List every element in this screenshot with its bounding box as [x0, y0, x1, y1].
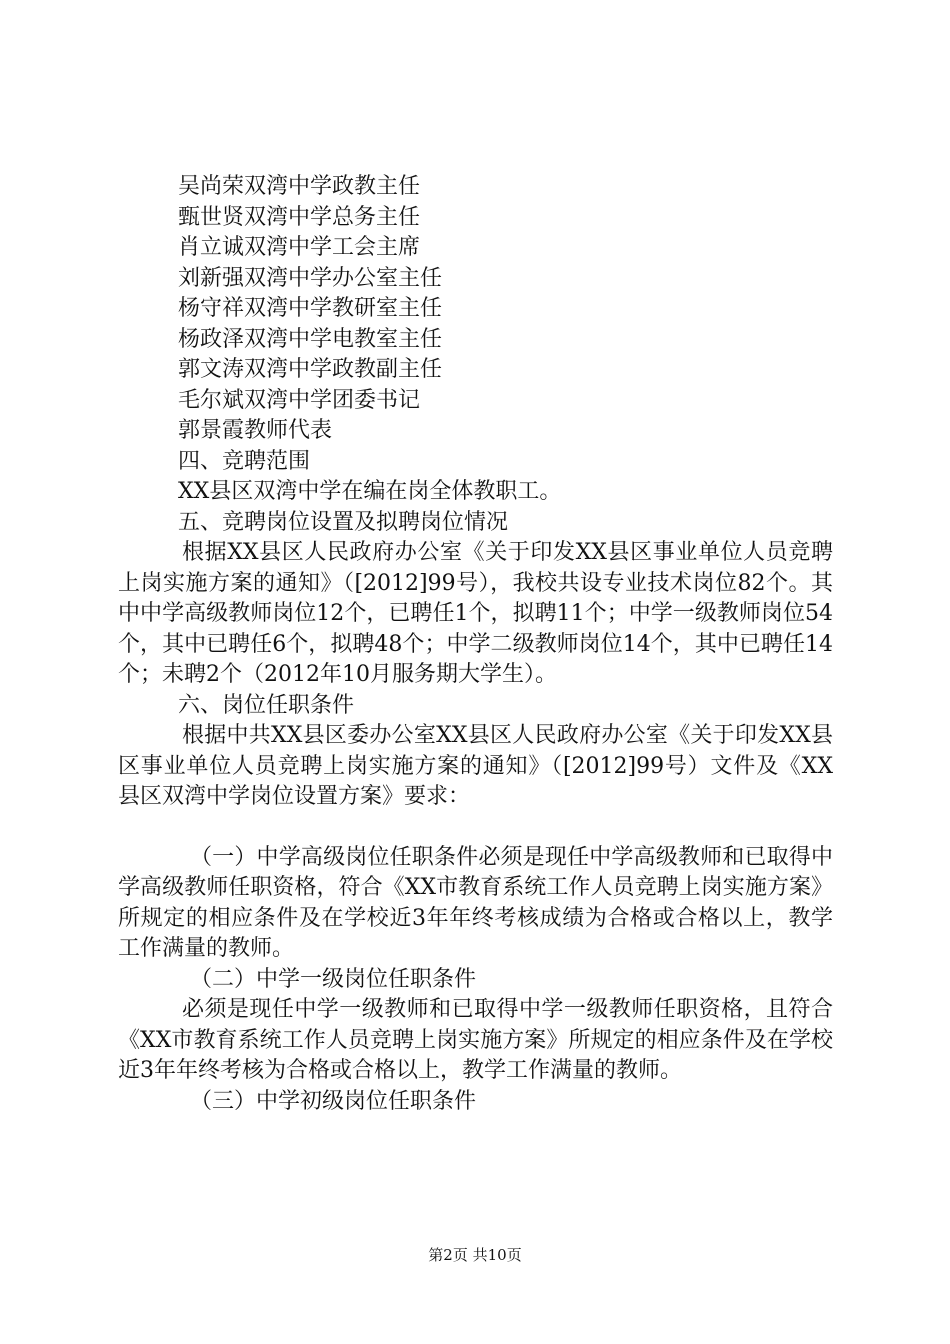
committee-member-line: 吴尚荣双湾中学政教主任 [178, 174, 421, 199]
requirement-senior: （一）中学高级岗位任职条件必须是现任中学高级教师和已取得中学高级教师任职资格，符合《XX市教育系统工作人员竞聘上岗实施方案》所规定的相应条件及在学校近3年年终考核成绩为合格或合格以上，教学工作满量的教师。 [118, 844, 833, 961]
section-text-requirements: 根据中共XX县区委办公室XX县区人民政府办公室《关于印发XX县区事业单位人员竞聘上岗实施方案的通知》（[2012]99号）文件及《XX县区双湾中学岗位设置方案》要求： [118, 723, 833, 809]
committee-member-line: 甄世贤双湾中学总务主任 [178, 204, 421, 230]
committee-member-line: 杨政泽双湾中学电教室主任 [178, 326, 443, 352]
section-heading-requirements: 六、岗位任职条件 [178, 692, 355, 718]
requirement-junior-heading: （三）中学初级岗位任职条件 [190, 1088, 477, 1114]
requirement-first-level-heading: （二）中学一级岗位任职条件 [190, 966, 477, 992]
committee-member-line: 毛尔斌双湾中学团委书记 [178, 387, 421, 413]
committee-member-line: 杨守祥双湾中学教研室主任 [178, 296, 443, 321]
committee-member-line: 郭景霞教师代表 [178, 418, 333, 443]
section-heading-scope: 四、竞聘范围 [178, 448, 311, 474]
document-body [118, 172, 833, 1117]
section-text-positions: 根据XX县区人民政府办公室《关于印发XX县区事业单位人员竞聘上岗实施方案的通知》（[2012]99号），我校共设专业技术岗位82个。其中中学高级教师岗位12个，已聘任1个，拟聘11个；中学一级教师岗位54个，其中已聘任6个，拟聘48个；中学二级教师岗位14个，其中已聘任14个；未聘2个（2012年10月服务期大学生）。 [118, 540, 833, 687]
committee-member-line: 郭文涛双湾中学政教副主任 [178, 357, 443, 382]
requirement-first-level-text: 必须是现任中学一级教师和已取得中学一级教师任职资格，且符合《XX市教育系统工作人员竞聘上岗实施方案》所规定的相应条件及在学校近3年年终考核为合格或合格以上，教学工作满量的教师。 [118, 997, 833, 1083]
section-text-scope: XX县区双湾中学在编在岗全体教职工。 [178, 479, 562, 504]
page-footer: 第2页 共10页 [428, 1246, 522, 1264]
paragraph-gap [118, 813, 833, 843]
section-heading-positions: 五、竞聘岗位设置及拟聘岗位情况 [178, 509, 509, 535]
committee-member-line: 刘新强双湾中学办公室主任 [178, 265, 443, 291]
committee-member-line: 肖立诚双湾中学工会主席 [178, 235, 421, 260]
